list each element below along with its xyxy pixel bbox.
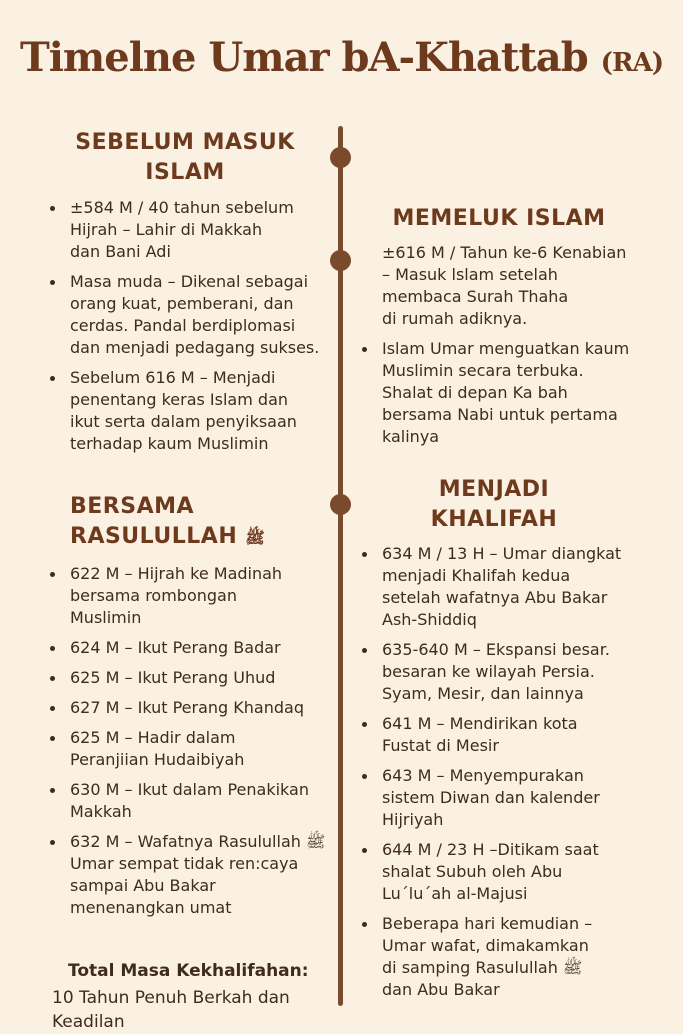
caliph-list — [362, 543, 667, 1009]
section-heading-before: SEBELUM MASUK ISLAM — [75, 130, 295, 185]
title-main: Timelne Umar bA-Khattab — [19, 34, 588, 81]
list-item: 624 M – Ikut Perang Badar — [50, 637, 335, 659]
section-heading-embrace: MEMELUK ISLAM — [392, 206, 606, 231]
total-value: 10 Tahun Penuh Berkah dan Keadilan — [52, 988, 290, 1032]
page-title — [0, 34, 683, 81]
list-item: 634 M / 13 H – Umar diangkat menjadi Khalifah kedua setelah wafatnya Abu Bakar Ash-Shiddiq — [362, 543, 667, 631]
list-item: 622 M – Hijrah ke Madinah bersama rombongan Muslimin — [50, 563, 335, 629]
list-item: 632 M – Wafatnya Rasulullah ﷺ Umar sempat tidak ren:caya sampai Abu Bakar menenangkan umat — [50, 831, 335, 919]
list-item: 641 M – Mendirikan kota Fustat di Mesir — [362, 713, 667, 757]
with-prophet-list — [50, 563, 335, 927]
timeline-dot — [330, 494, 351, 515]
list-item: Beberapa hari kemudian – Umar wafat, dimakamkan di samping Rasulullah ﷺ dan Abu Bakar — [362, 913, 667, 1001]
list-item: 630 M – Ikut dalam Penakikan Makkah — [50, 779, 335, 823]
total-label: Total Masa Kekhalifahan: — [68, 961, 309, 981]
list-item: 627 M – Ikut Perang Khandaq — [50, 697, 335, 719]
list-item: 643 M – Menyempurakan sistem Diwan dan kalender Hijriyah — [362, 765, 667, 831]
pbuh-symbol: ﷺ — [245, 528, 265, 547]
timeline-dot — [330, 147, 351, 168]
list-item: Islam Umar menguatkan kaum Muslimin secara terbuka. Shalat di depan Ka bah bersama Nabi untuk pertama kalinya — [362, 338, 662, 448]
list-item: Sebelum 616 M – Menjadi penentang keras Islam dan ikut serta dalam penyiksaan terhadap kaum Muslimin — [50, 367, 335, 455]
list-item: 644 M / 23 H –Ditikam saat shalat Subuh oleh Abu Lu´lu´ah al-Majusi — [362, 839, 667, 905]
list-item: ±616 M / Tahun ke-6 Kenabian – Masuk lslam setelah membaca Surah Thaha di rumah adiknya. — [382, 243, 627, 328]
before-list — [50, 197, 335, 463]
section-heading-caliph: MENJADI KHALIFAH — [430, 477, 558, 532]
section-heading-with-prophet: BERSAMA RASULULLAH ﷺ — [70, 494, 265, 549]
list-item: 625 M – Hadir dalam Peranjiian Hudaibiyah — [50, 727, 335, 771]
list-item: 625 M – Ikut Perang Uhud — [50, 667, 335, 689]
embrace-list — [362, 242, 662, 456]
list-item: 635-640 M – Ekspansi besar. besaran ke wilayah Persia. Syam, Mesir, dan lainnya — [362, 639, 667, 705]
list-item: ±584 M / 40 tahun sebelum Hijrah – Lahir di Makkah dan Bani Adi — [50, 197, 335, 263]
list-item: Masa muda – Dikenal sebagai orang kuat, pemberani, dan cerdas. Pandal berdiplomasi dan menjadi pedagang sukses. — [50, 271, 335, 359]
title-suffix: (RA) — [600, 48, 664, 78]
